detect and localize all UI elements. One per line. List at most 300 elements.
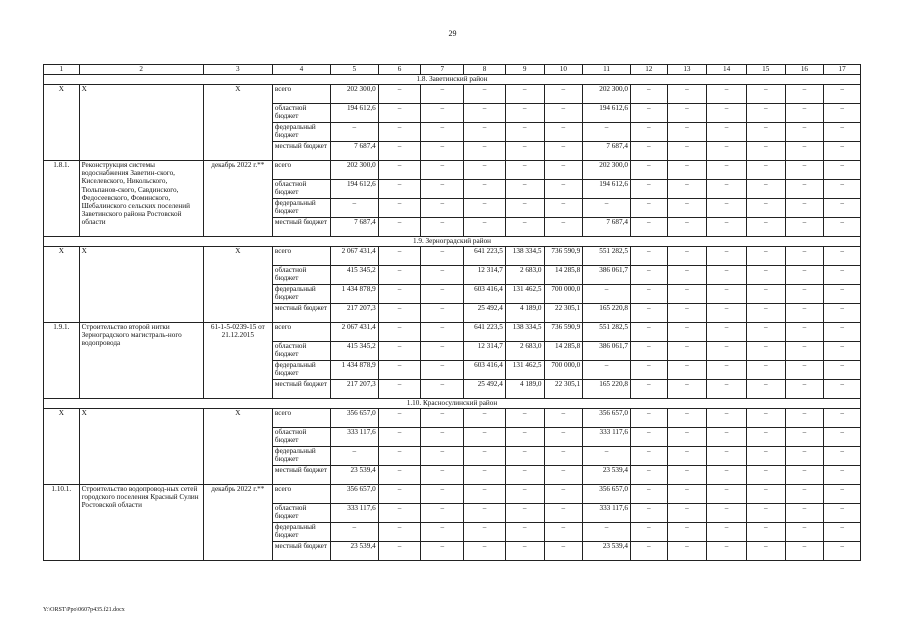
- amount-cell: 202 300,0: [330, 85, 378, 104]
- amount-cell: –: [824, 266, 861, 285]
- column-number-cell: 16: [785, 65, 824, 75]
- amount-cell: –: [707, 361, 747, 380]
- amount-cell: –: [630, 123, 667, 142]
- amount-cell: –: [667, 142, 707, 161]
- amount-cell: –: [785, 247, 824, 266]
- amount-cell: –: [824, 218, 861, 237]
- funding-source: всего: [272, 85, 330, 104]
- section-title-row: [44, 75, 861, 85]
- amount-cell: –: [630, 247, 667, 266]
- amount-cell: –: [630, 266, 667, 285]
- section-title: 1.8. Заветинский район: [44, 75, 861, 85]
- amount-cell: 603 416,4: [464, 361, 506, 380]
- amount-cell: 333 117,6: [330, 428, 378, 447]
- amount-cell: 12 314,7: [464, 266, 506, 285]
- amount-cell: –: [824, 323, 861, 342]
- amount-cell: –: [505, 199, 544, 218]
- amount-cell: –: [583, 199, 631, 218]
- section-title-row: [44, 399, 861, 409]
- amount-cell: –: [746, 180, 785, 199]
- amount-cell: –: [785, 380, 824, 399]
- amount-cell: –: [707, 504, 747, 523]
- amount-cell: 4 189,0: [505, 304, 544, 323]
- item-name: Х: [79, 85, 203, 161]
- amount-cell: 1 434 878,9: [330, 361, 378, 380]
- amount-cell: –: [707, 485, 747, 504]
- amount-cell: –: [785, 142, 824, 161]
- amount-cell: –: [421, 304, 464, 323]
- amount-cell: –: [707, 542, 747, 561]
- amount-cell: –: [824, 409, 861, 428]
- amount-cell: –: [785, 161, 824, 180]
- amount-cell: –: [464, 161, 506, 180]
- amount-cell: –: [630, 485, 667, 504]
- amount-cell: –: [824, 180, 861, 199]
- amount-cell: 217 207,3: [330, 304, 378, 323]
- amount-cell: –: [707, 380, 747, 399]
- amount-cell: –: [464, 142, 506, 161]
- column-number-cell: 2: [79, 65, 203, 75]
- amount-cell: 165 220,8: [583, 304, 631, 323]
- amount-cell: 641 223,5: [464, 323, 506, 342]
- amount-cell: –: [824, 504, 861, 523]
- item-deadline: Х: [203, 85, 272, 161]
- amount-cell: 138 334,5: [505, 323, 544, 342]
- amount-cell: –: [378, 466, 421, 485]
- amount-cell: 25 492,4: [464, 380, 506, 399]
- item-deadline: Х: [203, 247, 272, 323]
- amount-cell: –: [824, 428, 861, 447]
- amount-cell: –: [746, 304, 785, 323]
- amount-cell: –: [667, 218, 707, 237]
- amount-cell: 356 657,0: [330, 409, 378, 428]
- amount-cell: –: [464, 447, 506, 466]
- amount-cell: –: [505, 123, 544, 142]
- amount-cell: 736 590,9: [544, 247, 583, 266]
- amount-cell: –: [505, 485, 544, 504]
- amount-cell: –: [707, 304, 747, 323]
- section-title-row: [44, 237, 861, 247]
- amount-cell: –: [630, 104, 667, 123]
- amount-cell: –: [421, 504, 464, 523]
- amount-cell: –: [421, 447, 464, 466]
- amount-cell: –: [785, 428, 824, 447]
- amount-cell: –: [707, 104, 747, 123]
- amount-cell: –: [544, 161, 583, 180]
- amount-cell: –: [667, 409, 707, 428]
- amount-cell: 641 223,5: [464, 247, 506, 266]
- amount-cell: –: [505, 504, 544, 523]
- item-number: Х: [44, 85, 80, 161]
- amount-cell: –: [330, 199, 378, 218]
- funding-source: областной бюджет: [272, 266, 330, 285]
- amount-cell: –: [421, 361, 464, 380]
- funding-source: всего: [272, 161, 330, 180]
- amount-cell: –: [544, 104, 583, 123]
- amount-cell: –: [544, 218, 583, 237]
- amount-cell: 1 434 878,9: [330, 285, 378, 304]
- amount-cell: 551 282,5: [583, 323, 631, 342]
- amount-cell: –: [667, 361, 707, 380]
- summary-row: [44, 85, 861, 104]
- amount-cell: –: [505, 523, 544, 542]
- amount-cell: –: [746, 485, 785, 504]
- column-number-cell: 1: [44, 65, 80, 75]
- amount-cell: –: [785, 342, 824, 361]
- item-deadline: 61-1-5-0239-15 от 21.12.2015: [203, 323, 272, 399]
- amount-cell: –: [464, 504, 506, 523]
- amount-cell: 23 539,4: [583, 542, 631, 561]
- amount-cell: –: [378, 180, 421, 199]
- amount-cell: –: [505, 142, 544, 161]
- amount-cell: –: [785, 504, 824, 523]
- amount-cell: –: [583, 285, 631, 304]
- item-row: [44, 485, 861, 504]
- amount-cell: –: [785, 85, 824, 104]
- funding-source: местный бюджет: [272, 542, 330, 561]
- amount-cell: –: [824, 342, 861, 361]
- amount-cell: –: [378, 123, 421, 142]
- amount-cell: –: [505, 428, 544, 447]
- summary-row: [44, 409, 861, 428]
- amount-cell: –: [421, 85, 464, 104]
- amount-cell: 333 117,6: [583, 428, 631, 447]
- summary-row: [44, 247, 861, 266]
- amount-cell: –: [824, 361, 861, 380]
- amount-cell: –: [464, 180, 506, 199]
- amount-cell: –: [824, 485, 861, 504]
- amount-cell: –: [378, 504, 421, 523]
- amount-cell: –: [421, 323, 464, 342]
- funding-source: местный бюджет: [272, 218, 330, 237]
- amount-cell: –: [378, 342, 421, 361]
- amount-cell: –: [421, 523, 464, 542]
- amount-cell: –: [785, 323, 824, 342]
- amount-cell: –: [667, 247, 707, 266]
- item-number: 1.8.1.: [44, 161, 80, 237]
- amount-cell: –: [505, 447, 544, 466]
- amount-cell: –: [583, 123, 631, 142]
- amount-cell: –: [330, 123, 378, 142]
- amount-cell: 4 189,0: [505, 380, 544, 399]
- amount-cell: –: [824, 466, 861, 485]
- amount-cell: –: [824, 304, 861, 323]
- amount-cell: –: [464, 85, 506, 104]
- amount-cell: –: [746, 85, 785, 104]
- funding-source: федеральный бюджет: [272, 361, 330, 380]
- funding-source: областной бюджет: [272, 504, 330, 523]
- amount-cell: 202 300,0: [583, 85, 631, 104]
- column-number-cell: 15: [746, 65, 785, 75]
- amount-cell: 194 612,6: [583, 180, 631, 199]
- amount-cell: –: [785, 523, 824, 542]
- amount-cell: –: [746, 266, 785, 285]
- amount-cell: 415 345,2: [330, 342, 378, 361]
- amount-cell: –: [707, 180, 747, 199]
- amount-cell: –: [707, 428, 747, 447]
- amount-cell: –: [667, 85, 707, 104]
- amount-cell: –: [667, 504, 707, 523]
- amount-cell: –: [667, 304, 707, 323]
- amount-cell: –: [505, 218, 544, 237]
- amount-cell: 2 067 431,4: [330, 247, 378, 266]
- amount-cell: –: [505, 161, 544, 180]
- column-number-cell: 3: [203, 65, 272, 75]
- amount-cell: 2 683,0: [505, 342, 544, 361]
- funding-source: местный бюджет: [272, 380, 330, 399]
- amount-cell: –: [544, 428, 583, 447]
- amount-cell: –: [378, 361, 421, 380]
- amount-cell: –: [378, 523, 421, 542]
- item-name: Строительство второй нитки Зерноградского магистраль-ного водопровода: [79, 323, 203, 399]
- amount-cell: –: [630, 304, 667, 323]
- amount-cell: –: [746, 104, 785, 123]
- amount-cell: 138 334,5: [505, 247, 544, 266]
- amount-cell: –: [544, 199, 583, 218]
- amount-cell: –: [746, 380, 785, 399]
- column-number-cell: 13: [667, 65, 707, 75]
- amount-cell: –: [421, 161, 464, 180]
- funding-source: областной бюджет: [272, 428, 330, 447]
- amount-cell: 23 539,4: [330, 466, 378, 485]
- amount-cell: –: [707, 85, 747, 104]
- amount-cell: –: [464, 466, 506, 485]
- column-number-cell: 4: [272, 65, 330, 75]
- column-number-cell: 5: [330, 65, 378, 75]
- amount-cell: –: [544, 485, 583, 504]
- amount-cell: –: [630, 523, 667, 542]
- item-deadline: декабрь 2022 г.**: [203, 161, 272, 237]
- amount-cell: –: [421, 409, 464, 428]
- funding-source: местный бюджет: [272, 304, 330, 323]
- amount-cell: 22 305,1: [544, 304, 583, 323]
- amount-cell: –: [583, 447, 631, 466]
- amount-cell: –: [785, 123, 824, 142]
- amount-cell: –: [667, 342, 707, 361]
- amount-cell: –: [544, 523, 583, 542]
- amount-cell: –: [464, 542, 506, 561]
- amount-cell: –: [630, 323, 667, 342]
- amount-cell: –: [630, 504, 667, 523]
- amount-cell: –: [378, 323, 421, 342]
- amount-cell: –: [378, 161, 421, 180]
- amount-cell: 202 300,0: [330, 161, 378, 180]
- amount-cell: –: [746, 428, 785, 447]
- amount-cell: –: [707, 161, 747, 180]
- funding-source: всего: [272, 247, 330, 266]
- amount-cell: –: [630, 447, 667, 466]
- amount-cell: –: [785, 409, 824, 428]
- item-number: Х: [44, 409, 80, 485]
- amount-cell: 333 117,6: [330, 504, 378, 523]
- amount-cell: 386 061,7: [583, 266, 631, 285]
- amount-cell: –: [824, 85, 861, 104]
- amount-cell: 7 687,4: [330, 142, 378, 161]
- amount-cell: –: [746, 285, 785, 304]
- amount-cell: –: [464, 123, 506, 142]
- amount-cell: –: [785, 104, 824, 123]
- amount-cell: –: [667, 447, 707, 466]
- amount-cell: –: [330, 447, 378, 466]
- amount-cell: –: [746, 523, 785, 542]
- amount-cell: –: [544, 542, 583, 561]
- amount-cell: –: [746, 323, 785, 342]
- funding-source: местный бюджет: [272, 466, 330, 485]
- amount-cell: –: [421, 266, 464, 285]
- funding-source: федеральный бюджет: [272, 523, 330, 542]
- amount-cell: –: [464, 104, 506, 123]
- amount-cell: 2 067 431,4: [330, 323, 378, 342]
- funding-source: областной бюджет: [272, 342, 330, 361]
- amount-cell: –: [505, 104, 544, 123]
- amount-cell: –: [667, 285, 707, 304]
- amount-cell: –: [464, 218, 506, 237]
- amount-cell: –: [378, 266, 421, 285]
- amount-cell: –: [630, 85, 667, 104]
- amount-cell: –: [667, 180, 707, 199]
- amount-cell: –: [707, 466, 747, 485]
- amount-cell: –: [746, 447, 785, 466]
- amount-cell: –: [378, 447, 421, 466]
- amount-cell: 603 416,4: [464, 285, 506, 304]
- amount-cell: 12 314,7: [464, 342, 506, 361]
- funding-source: федеральный бюджет: [272, 447, 330, 466]
- amount-cell: –: [464, 523, 506, 542]
- amount-cell: –: [785, 485, 824, 504]
- amount-cell: –: [630, 428, 667, 447]
- amount-cell: –: [785, 466, 824, 485]
- program-table: [43, 64, 861, 561]
- amount-cell: –: [824, 380, 861, 399]
- amount-cell: –: [746, 247, 785, 266]
- amount-cell: –: [378, 428, 421, 447]
- column-number-row: [44, 65, 861, 75]
- amount-cell: –: [544, 466, 583, 485]
- item-name: Реконструкция системы водоснабжения Заветин-ского, Киселевского, Никольского, Тюльпанов-ского, Савдинского, Федосеевского, Фоминского, Шебалинского сельских поселений Заветинского района Ростовской области: [79, 161, 203, 237]
- amount-cell: –: [667, 323, 707, 342]
- amount-cell: –: [824, 123, 861, 142]
- item-row: [44, 161, 861, 180]
- funding-source: всего: [272, 409, 330, 428]
- amount-cell: –: [378, 542, 421, 561]
- amount-cell: –: [464, 485, 506, 504]
- amount-cell: –: [746, 142, 785, 161]
- amount-cell: –: [544, 180, 583, 199]
- item-number: Х: [44, 247, 80, 323]
- funding-source: местный бюджет: [272, 142, 330, 161]
- amount-cell: –: [630, 285, 667, 304]
- amount-cell: 700 000,0: [544, 285, 583, 304]
- funding-source: всего: [272, 323, 330, 342]
- amount-cell: –: [785, 447, 824, 466]
- amount-cell: –: [630, 342, 667, 361]
- amount-cell: –: [824, 447, 861, 466]
- amount-cell: –: [505, 409, 544, 428]
- amount-cell: –: [824, 104, 861, 123]
- amount-cell: –: [824, 199, 861, 218]
- amount-cell: –: [667, 104, 707, 123]
- item-name: Х: [79, 247, 203, 323]
- amount-cell: –: [544, 504, 583, 523]
- amount-cell: –: [544, 447, 583, 466]
- amount-cell: –: [785, 199, 824, 218]
- amount-cell: 202 300,0: [583, 161, 631, 180]
- amount-cell: 7 687,4: [330, 218, 378, 237]
- amount-cell: –: [667, 485, 707, 504]
- amount-cell: –: [824, 247, 861, 266]
- amount-cell: 7 687,4: [583, 218, 631, 237]
- amount-cell: 23 539,4: [583, 466, 631, 485]
- section-title: 1.9. Зерноградский район: [44, 237, 861, 247]
- amount-cell: –: [505, 542, 544, 561]
- funding-source: федеральный бюджет: [272, 285, 330, 304]
- item-row: [44, 323, 861, 342]
- amount-cell: –: [630, 542, 667, 561]
- amount-cell: 22 305,1: [544, 380, 583, 399]
- amount-cell: –: [583, 361, 631, 380]
- amount-cell: –: [630, 161, 667, 180]
- amount-cell: –: [707, 409, 747, 428]
- amount-cell: –: [378, 85, 421, 104]
- amount-cell: –: [378, 199, 421, 218]
- amount-cell: –: [824, 285, 861, 304]
- amount-cell: 14 285,8: [544, 342, 583, 361]
- amount-cell: –: [707, 142, 747, 161]
- amount-cell: –: [505, 180, 544, 199]
- section-title: 1.10. Красносулинский район: [44, 399, 861, 409]
- funding-source: областной бюджет: [272, 180, 330, 199]
- amount-cell: –: [378, 218, 421, 237]
- amount-cell: –: [378, 104, 421, 123]
- amount-cell: –: [746, 361, 785, 380]
- amount-cell: –: [378, 142, 421, 161]
- amount-cell: –: [464, 199, 506, 218]
- amount-cell: –: [667, 380, 707, 399]
- amount-cell: 700 000,0: [544, 361, 583, 380]
- amount-cell: –: [505, 466, 544, 485]
- amount-cell: –: [667, 123, 707, 142]
- amount-cell: –: [421, 104, 464, 123]
- page-number: 29: [448, 29, 457, 38]
- amount-cell: –: [421, 428, 464, 447]
- item-number: 1.10.1.: [44, 485, 80, 561]
- column-number-cell: 9: [505, 65, 544, 75]
- amount-cell: –: [421, 285, 464, 304]
- funding-source: федеральный бюджет: [272, 123, 330, 142]
- column-number-cell: 14: [707, 65, 747, 75]
- amount-cell: –: [378, 304, 421, 323]
- amount-cell: –: [378, 285, 421, 304]
- amount-cell: –: [824, 161, 861, 180]
- amount-cell: 25 492,4: [464, 304, 506, 323]
- item-deadline: Х: [203, 409, 272, 485]
- amount-cell: –: [378, 409, 421, 428]
- amount-cell: 415 345,2: [330, 266, 378, 285]
- amount-cell: –: [824, 142, 861, 161]
- amount-cell: –: [667, 199, 707, 218]
- amount-cell: 14 285,8: [544, 266, 583, 285]
- amount-cell: –: [707, 523, 747, 542]
- amount-cell: –: [630, 142, 667, 161]
- column-number-cell: 6: [378, 65, 421, 75]
- amount-cell: 356 657,0: [583, 409, 631, 428]
- amount-cell: 217 207,3: [330, 380, 378, 399]
- amount-cell: –: [630, 218, 667, 237]
- amount-cell: –: [421, 342, 464, 361]
- amount-cell: –: [378, 247, 421, 266]
- amount-cell: –: [667, 161, 707, 180]
- amount-cell: –: [667, 542, 707, 561]
